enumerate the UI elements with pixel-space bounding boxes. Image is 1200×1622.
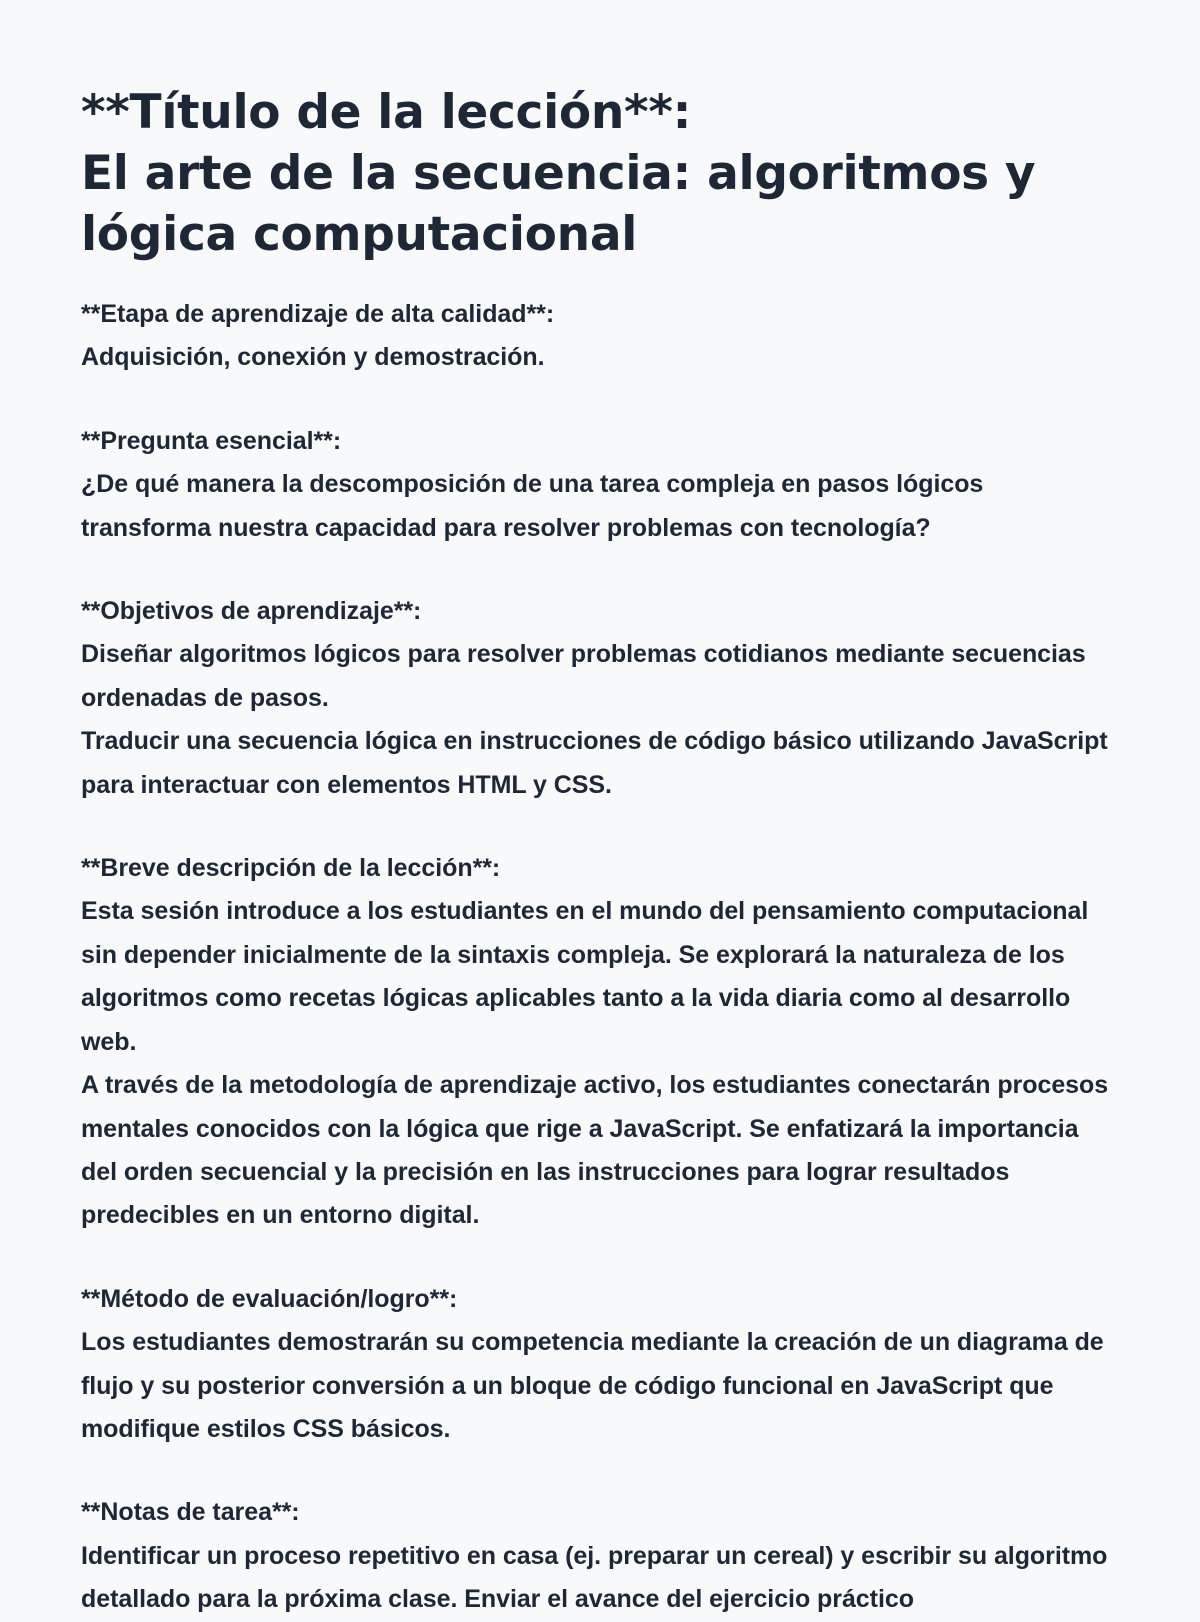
section-essential-question (81, 420, 1112, 550)
section-heading: **Etapa de aprendizaje de alta calidad**: (81, 300, 555, 328)
section-paragraph: Traducir una secuencia lógica en instrucciones de código básico utilizando JavaScript para interactuar con elementos HTML y CSS. (81, 727, 1108, 799)
section-paragraph: A través de la metodología de aprendizaje activo, los estudiantes conectarán procesos mentales conocidos con la lógica que rige a JavaScript. Se enfatizará la importancia del orden secuencial y la precisión en las instrucciones para lograr resultados predecibles en un entorno digital. (81, 1071, 1109, 1230)
section-learning-objectives (81, 590, 1112, 807)
lesson-title (81, 82, 1112, 265)
section-paragraph: Los estudiantes demostrarán su competencia mediante la creación de un diagrama de flujo y su posterior conversión a un bloque de código funcional en JavaScript que modifique estilos CSS básicos. (81, 1328, 1104, 1443)
lesson-title-label: **Título de la lección**: (81, 85, 692, 140)
section-paragraph: Identificar un proceso repetitivo en casa (ej. preparar un cereal) y escribir su algoritmo detallado para la próxima clase. Enviar el avance del ejercicio práctico (81, 1541, 1108, 1614)
section-heading: **Pregunta esencial**: (81, 426, 342, 455)
section-lesson-description (81, 847, 1112, 1238)
lesson-title-text: El arte de la secuencia: algoritmos y lógica computacional (81, 146, 1036, 262)
section-learning-stage (81, 293, 1112, 380)
lesson-content (81, 293, 1112, 1622)
section-heading: **Notas de tarea**: (81, 1498, 300, 1527)
section-paragraph: Esta sesión introduce a los estudiantes en el mundo del pensamiento computacional sin depender inicialmente de la sintaxis compleja. Se explorará la naturaleza de los algoritmos como recetas lógicas aplicables tanto a la vida diaria como al desarrollo web. (81, 897, 1089, 1056)
section-paragraph: ¿De qué manera la descomposición de una tarea compleja en pasos lógicos transforma nuestra capacidad para resolver problemas con tecnología? (81, 470, 984, 542)
section-heading: **Objetivos de aprendizaje**: (81, 597, 422, 626)
section-heading: **Breve descripción de la lección**: (81, 854, 501, 883)
section-homework-notes (81, 1491, 1112, 1621)
section-paragraph: Adquisición, conexión y demostración. (81, 343, 545, 372)
section-paragraph: Diseñar algoritmos lógicos para resolver problemas cotidianos mediante secuencias ordenadas de pasos. (81, 640, 1086, 712)
section-evaluation-method (81, 1278, 1112, 1452)
section-heading: **Método de evaluación/logro**: (81, 1284, 458, 1313)
